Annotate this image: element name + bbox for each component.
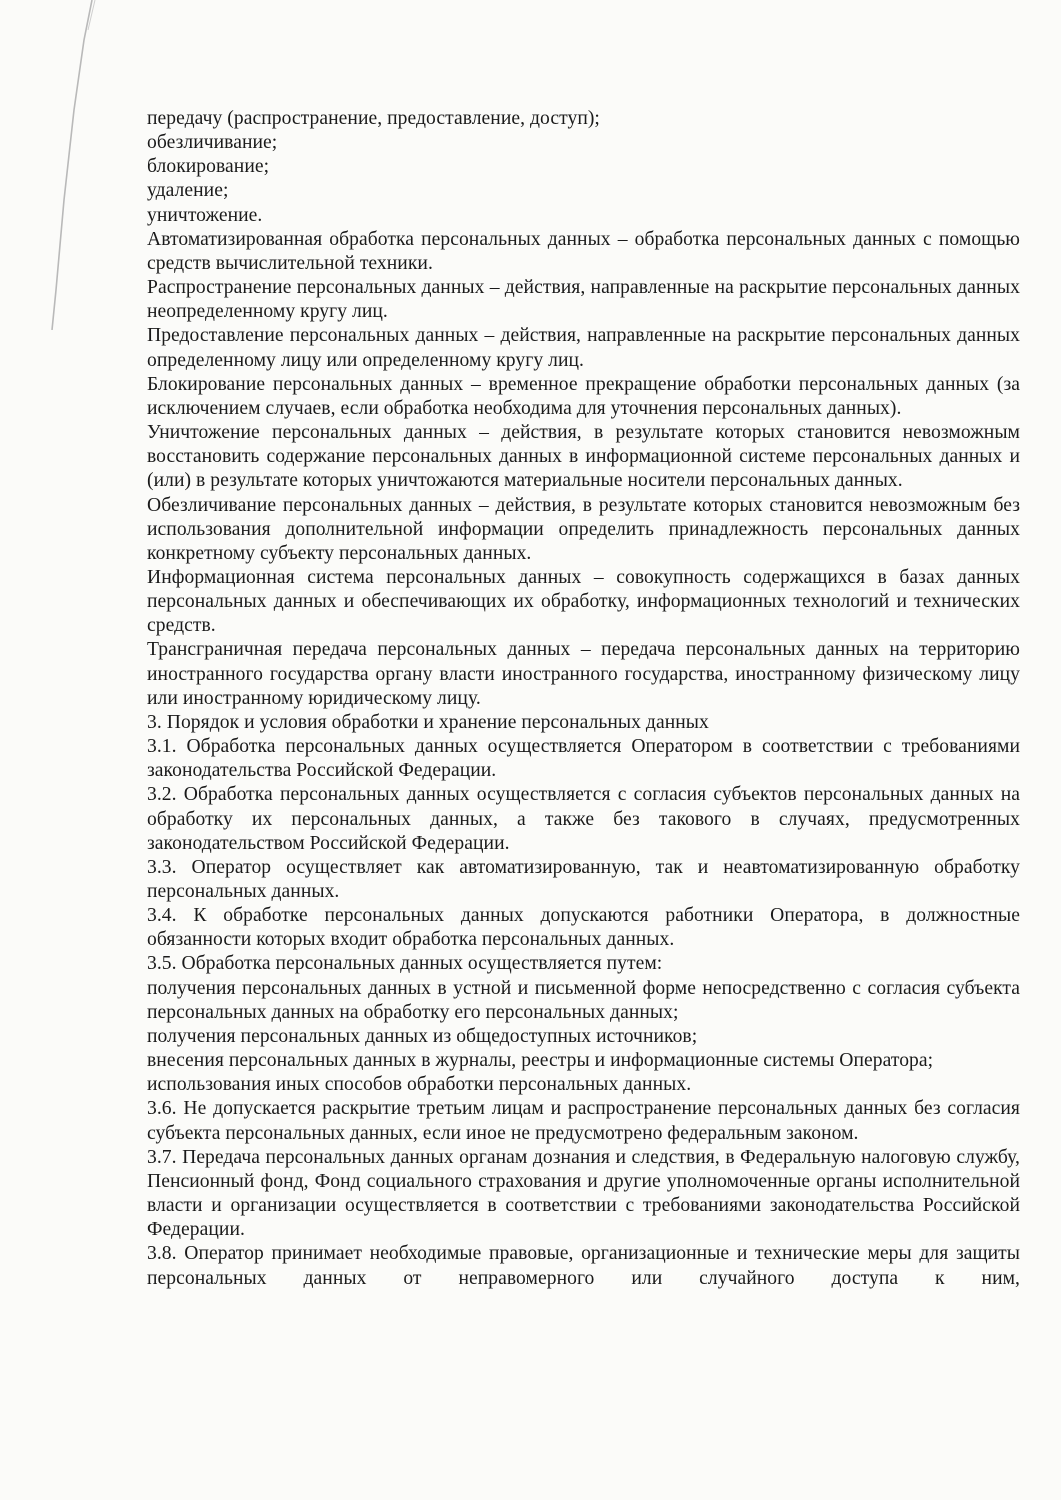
clause-3-5-item: получения персональных данных из общедоступных источников; <box>147 1025 698 1047</box>
list-item: удаление; <box>147 180 229 202</box>
definition-paragraph: Предоставление персональных данных – действия, направленные на раскрытие персональных данных определенному лицу или определенному кругу лиц. <box>147 325 1020 371</box>
definition-paragraph: Блокирование персональных данных – временное прекращение обработки персональных данных (за исключением случаев, если обработка необходима для уточнения персональных данных). <box>147 373 1020 419</box>
clause-3-5: 3.5. Обработка персональных данных осуществляется путем: <box>147 953 663 975</box>
list-item: уничтожение. <box>147 204 263 226</box>
section-heading: 3. Порядок и условия обработки и хранение персональных данных <box>147 711 709 733</box>
scan-edge-mark <box>0 0 120 330</box>
clause-3-5-item: использования иных способов обработки персональных данных. <box>147 1074 692 1096</box>
clause-3-8: 3.8. Оператор принимает необходимые правовые, организационные и технические меры для защиты персональных данных от неправомерного или случайного доступа к ним, <box>147 1243 1020 1289</box>
clause-3-5-item: получения персональных данных в устной и письменной форме непосредственно с согласия субъекта персональных данных на обработку его персональных данных; <box>147 977 1020 1023</box>
list-item: обезличивание; <box>147 132 278 154</box>
clause-3-3: 3.3. Оператор осуществляет как автоматизированную, так и неавтоматизированную обработку персональных данных. <box>147 856 1020 902</box>
definition-paragraph: Трансграничная передача персональных данных – передача персональных данных на территорию иностранного государства органу власти иностранного государства, иностранному физическому лицу или иностранному юридическому лицу. <box>147 639 1020 709</box>
definition-paragraph: Автоматизированная обработка персональных данных – обработка персональных данных с помощью средств вычислительной техники. <box>147 228 1020 274</box>
definition-paragraph: Информационная система персональных данных – совокупность содержащихся в базах данных персональных данных и обеспечивающих их обработку, информационных технологий и технических средств. <box>147 566 1020 637</box>
definition-paragraph: Обезличивание персональных данных – действия, в результате которых становится невозможным без использования дополнительной информации определить принадлежность персональных данных конкретному субъекту персональных данных. <box>147 494 1020 564</box>
clause-3-5-item: внесения персональных данных в журналы, реестры и информационные системы Оператора; <box>147 1050 934 1072</box>
list-item: блокирование; <box>147 156 270 178</box>
definition-paragraph: Распространение персональных данных – действия, направленные на раскрытие персональных данных неопределенному кругу лиц. <box>147 277 1020 323</box>
clause-3-6: 3.6. Не допускается раскрытие третьим лицам и распространение персональных данных без согласия субъекта персональных данных, если иное не предусмотрено федеральным законом. <box>147 1098 1020 1144</box>
document-body <box>147 107 1020 1291</box>
clause-3-2: 3.2. Обработка персональных данных осуществляется с согласия субъектов персональных данных на обработку их персональных данных, а также без такового в случаях, предусмотренных законодательством Российской Федерации. <box>147 784 1020 854</box>
clause-3-4: 3.4. К обработке персональных данных допускаются работники Оператора, в должностные обязанности которых входит обработка персональных данных. <box>147 905 1020 951</box>
list-item: передачу (распространение, предоставление, доступ); <box>147 108 600 129</box>
definition-paragraph: Уничтожение персональных данных – действия, в результате которых становится невозможным восстановить содержание персональных данных в информационной системе персональных данных и (или) в результате которых уничтожаются материальные носители персональных данных. <box>147 422 1020 492</box>
clause-3-1: 3.1. Обработка персональных данных осуществляется Оператором в соответствии с требованиями законодательства Российской Федерации. <box>147 736 1020 782</box>
clause-3-7: 3.7. Передача персональных данных органам дознания и следствия, в Федеральную налоговую службу, Пенсионный фонд, Фонд социального страхования и другие уполномоченные органы исполнительной власти и организации осуществляется в соответствии с требованиями законодательства Российской Федерации. <box>147 1146 1020 1241</box>
